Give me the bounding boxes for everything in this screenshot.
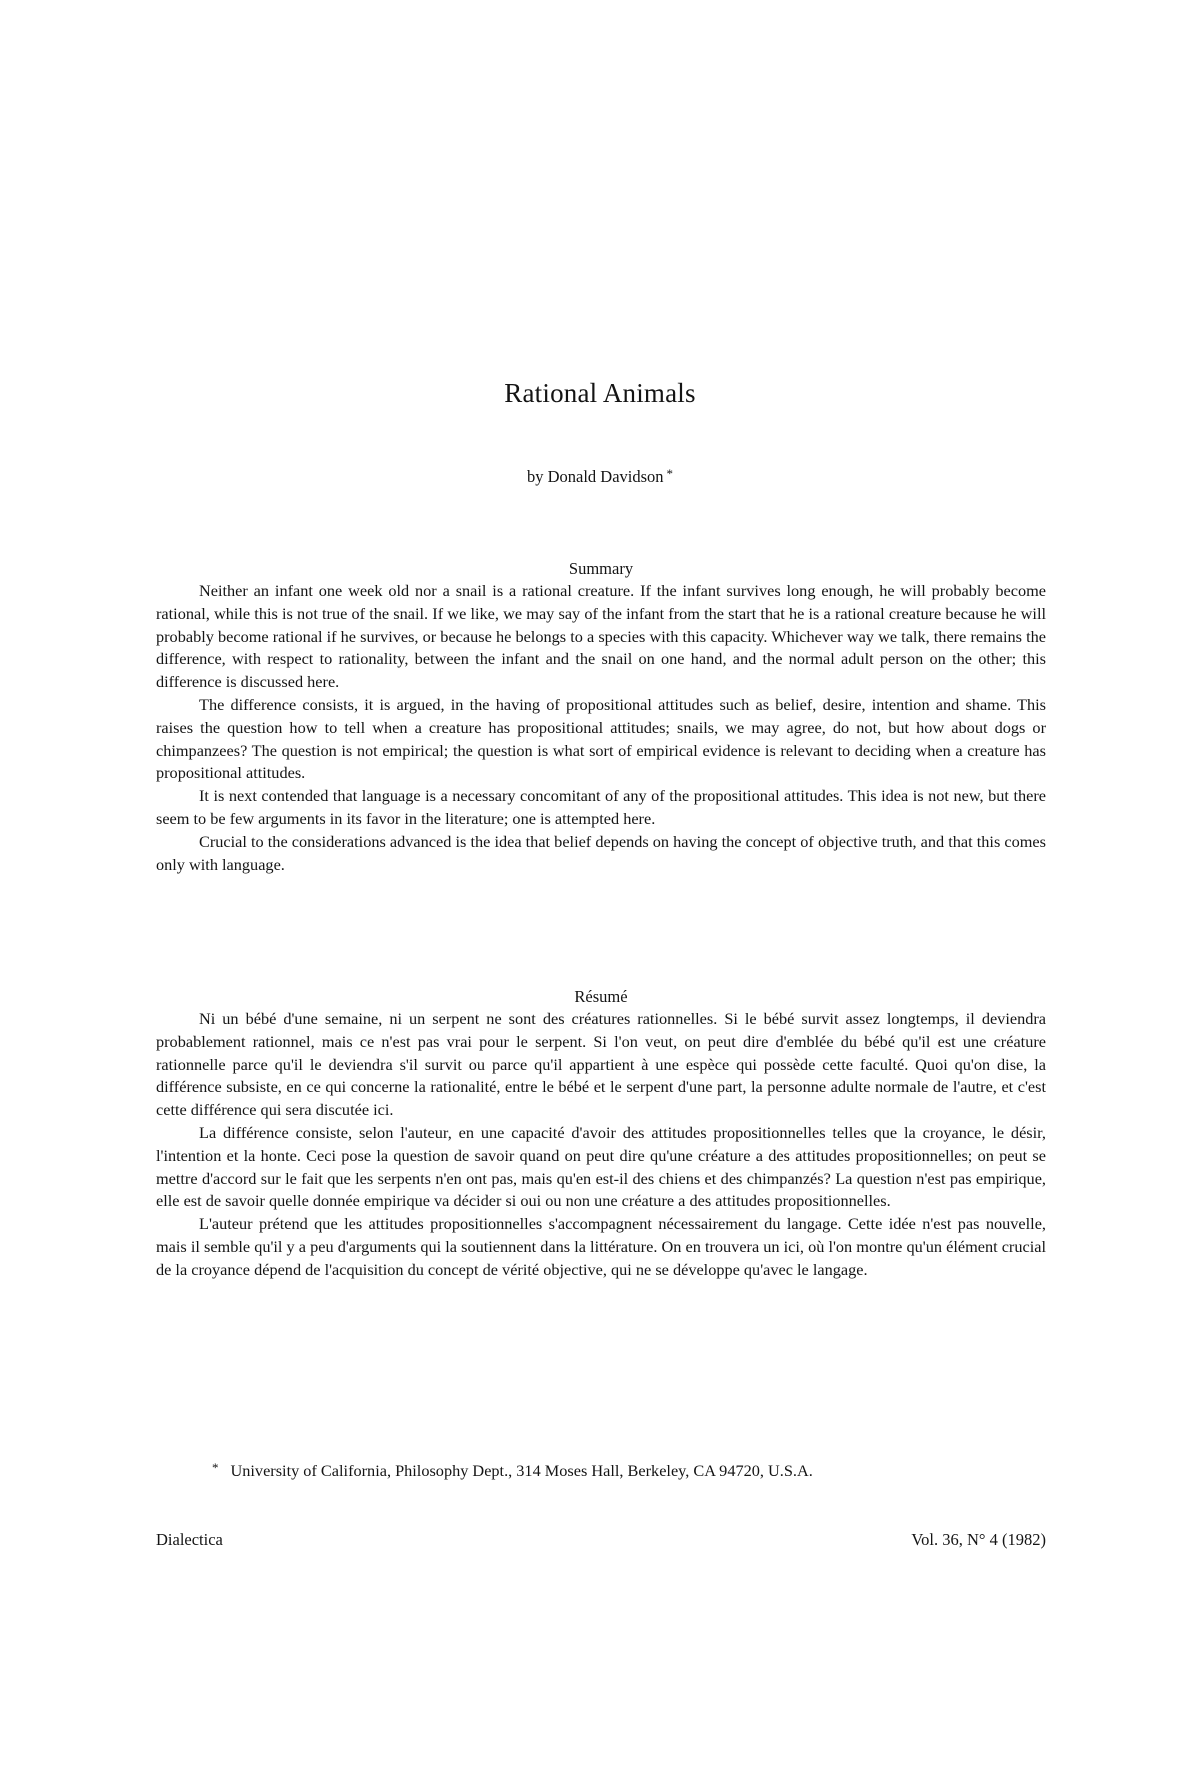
journal-name: Dialectica: [156, 1530, 223, 1549]
footnote-mark: *: [212, 1460, 219, 1475]
resume-section: [156, 986, 1046, 1282]
resume-paragraph: La différence consiste, selon l'auteur, en une capacité d'avoir des attitudes propositionnelles telles que la croyance, le désir, l'intention et la honte. Ceci pose la question de savoir quand on peut dire qu'une créature a des attitudes propositionnelles; on peut se mettre d'accord sur le fait que les serpents n'en ont pas, mais qu'en est-il des chiens et des chimpanzés? La question n'est pas empirique, elle est de savoir quelle donnée empirique va décider si oui ou non une créature a des attitudes propositionnelles.: [156, 1122, 1046, 1211]
summary-section: [156, 558, 1046, 876]
summary-paragraph: It is next contended that language is a necessary concomitant of any of the propositional attitudes. This idea is not new, but there seem to be few arguments in its favor in the literature; one is attempted here.: [156, 786, 1046, 828]
summary-heading: Summary: [568, 559, 634, 578]
footnote-marker: *: [666, 466, 674, 481]
footnote-text: University of California, Philosophy Dept., 314 Moses Hall, Berkeley, CA 94720, U.S.A.: [230, 1461, 813, 1480]
author-byline: [0, 466, 1200, 487]
resume-paragraph: Ni un bébé d'une semaine, ni un serpent ne sont des créatures rationnelles. Si le bébé survit assez longtemps, il deviendra probablement rationnel, mais ce n'est pas vrai pour le serpent. Si l'on veut, on peut dire d'emblée du bébé qu'il est une créature rationnelle parce qu'il le deviendra s'il survit ou parce qu'il appartient à une espèce qui possède cette faculté. Quoi qu'on dise, la différence subsiste, en ce qui concerne la rationalité, entre le bébé et le serpent d'une part, la personne adulte normale de l'autre, et c'est cette différence qui sera discutée ici.: [156, 1009, 1046, 1120]
volume-info: Vol. 36, N° 4 (1982): [911, 1530, 1046, 1549]
summary-paragraph: Neither an infant one week old nor a snail is a rational creature. If the infant survives long enough, he will probably become rational, while this is not true of the snail. If we like, we may say of the infant from the start that he is a rational creature because he will probably become rational if he survives, or because he belongs to a species with this capacity. Whichever way we talk, there remains the difference, with respect to rationality, between the infant and the snail on one hand, and the normal adult person on the other; this difference is discussed here.: [156, 581, 1046, 692]
summary-paragraph: The difference consists, it is argued, in the having of propositional attitudes such as belief, desire, intention and shame. This raises the question how to tell when a creature has propositional attitudes; snails, we may agree, do not, but how about dogs or chimpanzees? The question is not empirical; the question is what sort of empirical evidence is relevant to deciding when a creature has propositional attitudes.: [156, 694, 1046, 783]
resume-heading: Résumé: [574, 987, 628, 1006]
resume-paragraph: L'auteur prétend que les attitudes propositionnelles s'accompagnent nécessairement du langage. Cette idée n'est pas nouvelle, mais il semble qu'il y a peu d'arguments qui la soutiennent dans la littérature. On en trouvera un ici, où l'on montre qu'un élément crucial de la croyance dépend de l'acquisition du concept de vérité objective, qui ne se développe qu'avec le langage.: [156, 1214, 1046, 1279]
summary-paragraph: Crucial to the considerations advanced is the idea that belief depends on having the concept of objective truth, and that this comes only with language.: [156, 831, 1046, 874]
author-affiliation-footnote: [212, 1460, 1112, 1481]
article-title: Rational Animals: [504, 378, 696, 408]
author-name: by Donald Davidson: [526, 467, 664, 486]
